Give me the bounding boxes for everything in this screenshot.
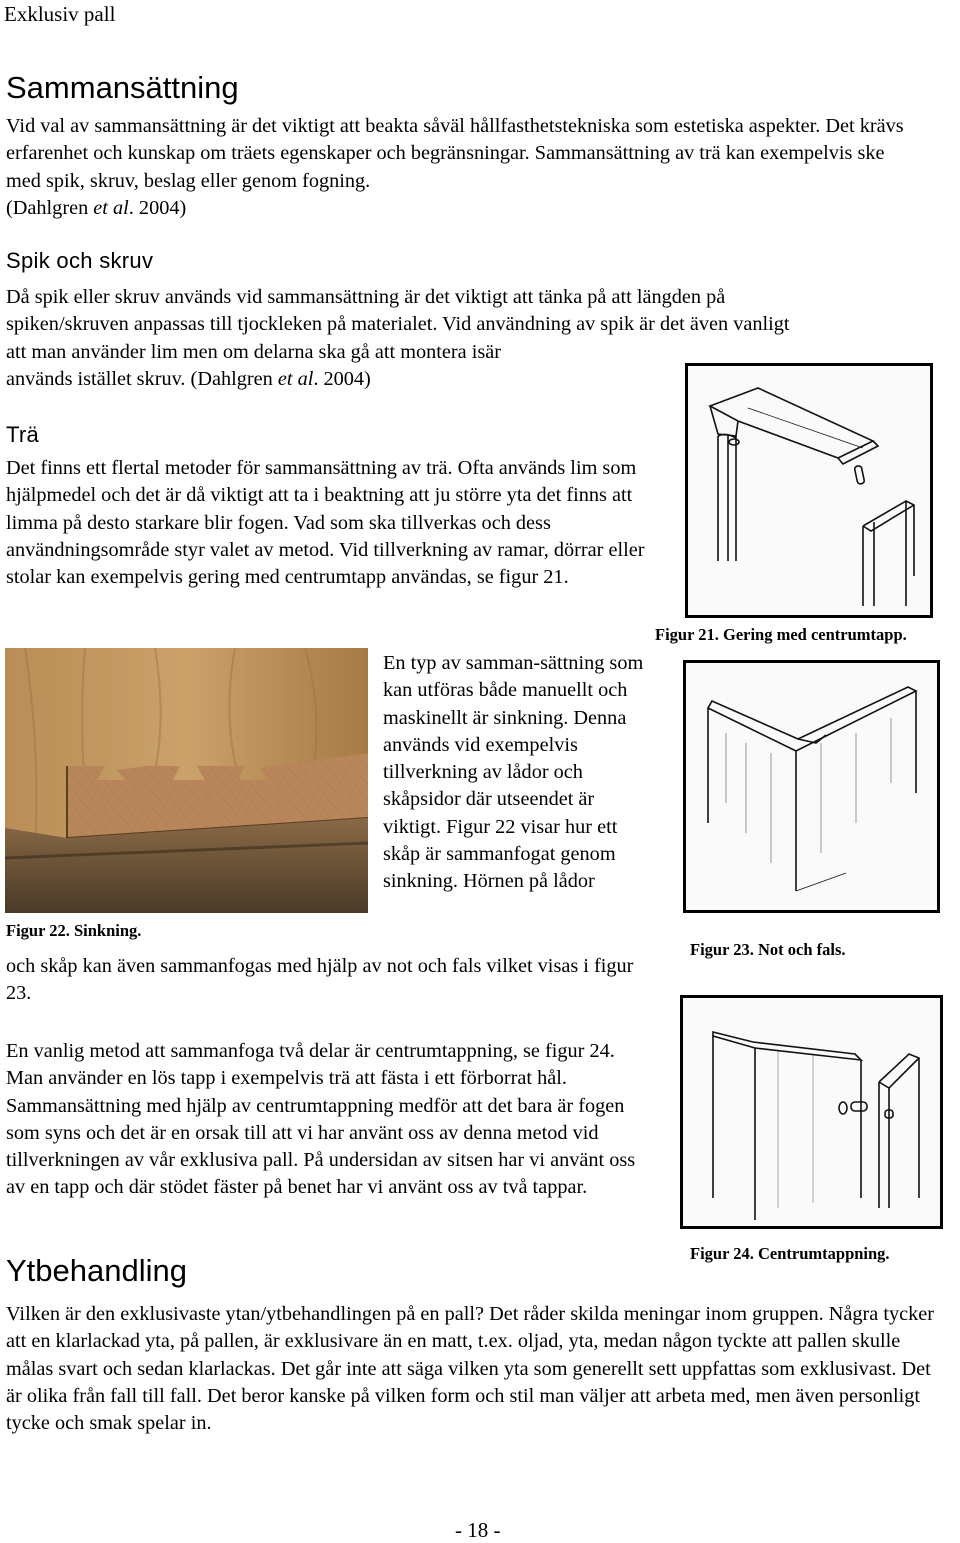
paragraph-sinkning-continued: och skåp kan även sammanfogas med hjälp av not och fals vilket visas i figur 23. (6, 955, 634, 1005)
figure-21-image (685, 363, 933, 618)
figure-21-caption: Figur 21. Gering med centrumtapp. (655, 625, 907, 644)
tongue-and-groove-drawing (686, 663, 937, 910)
figure-23-image (683, 660, 940, 913)
paragraph-centrumtappning: En vanlig metod att sammanfoga två delar är centrumtappning, se figur 24. Man använder en lös tapp i exempelvis trä att fästa i ett förborrat hål. Sammansättning med hjälp av centrumtappning medför att det bara är fogen som syns och det är en orsak till att vi har använt oss av denna metod vid tillverkningen av vår exklusiva pall. På undersidan av sitsen har vi använt oss av en tapp och där stödet fäster på benet har vi använt oss av två tappar. (6, 1040, 636, 1199)
paragraph-text: Vid val av sammansättning är det viktigt att beakta såväl hållfasthetstekniska som estetiska aspekter. Det krävs erfarenhet och kunskap om träets egenskaper och begränsningar. Sammansättning av trä kan exempelvis ske med spik, skruv, beslag eller genom fogning. (6, 115, 904, 192)
figure-22-image (5, 648, 368, 913)
paragraph-sinkning: En typ av samman-sättning som kan utföras både manuellt och maskinellt är sinkning. Denna används vid exempelvis tillverkning av lådor och skåpsidor där utseendet är viktigt. Figur 22 visar hur ett skåp är sammanfogat genom sinkning. Hörnen på lådor (383, 652, 644, 893)
citation-et-al: et al (93, 196, 129, 219)
section-title-tra: Trä (6, 422, 40, 447)
section-title-spik-och-skruv: Spik och skruv (6, 248, 154, 273)
dowel-joint-drawing (683, 998, 940, 1226)
figure-24-caption: Figur 24. Centrumtappning. (690, 1244, 890, 1263)
figure-24-image (680, 995, 943, 1229)
figure-23-caption: Figur 23. Not och fals. (690, 940, 846, 959)
citation-close: . 2004) (128, 196, 187, 219)
paragraph-tra: Det finns ett flertal metoder för sammansättning av trä. Ofta används lim som hjälpmedel och det är då viktigt att ta i beaktning att ju större yta det finns att limma på desto starkare blir fogen. Vad som ska tillverkas och dess användningsområde styr valet av metod. Vid tillverkning av ramar, dörrar eller stolar kan exempelvis gering med centrumtapp användas, se figur 21. (6, 457, 645, 589)
paragraph-line: att man använder lim men om delarna ska gå att montera isär (6, 340, 502, 363)
paragraph-line: används istället skruv. (Dahlgren (6, 367, 278, 390)
running-header: Exklusiv pall (4, 2, 116, 26)
paragraph-line: spiken/skruven anpassas till tjockleken på materialet. Vid användning av spik är det även vanligt (6, 313, 790, 336)
citation-open: (Dahlgren (6, 196, 94, 219)
citation-et-al: et al (277, 367, 314, 390)
mitre-joint-drawing (688, 366, 930, 615)
dovetail-joint-photo (5, 648, 368, 913)
section-title-sammansattning: Sammansättning (6, 70, 239, 105)
section-title-ytbehandling: Ytbehandling (6, 1253, 187, 1288)
paragraph-ytbehandling: Vilken är den exklusivaste ytan/ytbehandlingen på en pall? Det råder skilda meningar inom gruppen. Några tycker att en klarlackad yta, på pallen, är exklusivare än en matt, t.ex. oljad, yta, medan någon tyckte att pallen skulle målas svart och sedan klarlackas. Det går inte att säga vilken yta som generellt sett uppfattas som exklusivast. Det är olika från fall till fall. Det beror kanske på vilken form och stil man väljer att arbeta med, men även personligt tycke och smak spelar in. (6, 1303, 935, 1435)
figure-22-caption: Figur 22. Sinkning. (6, 921, 142, 940)
paragraph-sammansattning (6, 113, 906, 222)
citation-close: . 2004) (313, 367, 371, 390)
paragraph-line: Då spik eller skruv används vid sammansättning är det viktigt att tänka på att längden på (6, 286, 726, 308)
page-number: - 18 - (455, 1518, 501, 1542)
